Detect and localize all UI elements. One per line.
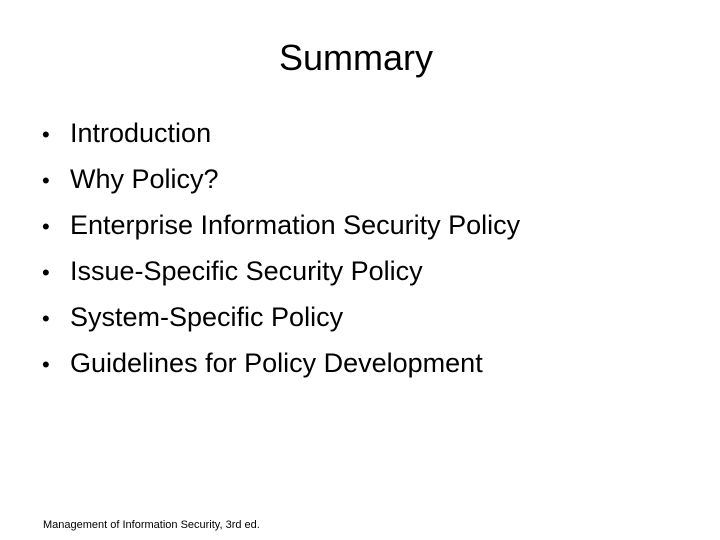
slide-title: Summary bbox=[278, 37, 434, 78]
bullet-item-introduction bbox=[42, 110, 520, 156]
bullet-label: System-Specific Policy bbox=[70, 302, 344, 332]
bullet-item-guidelines bbox=[42, 340, 520, 386]
bullet-label: Guidelines for Policy Development bbox=[70, 348, 483, 378]
bullet-icon: • bbox=[42, 168, 50, 193]
bullet-icon: • bbox=[42, 122, 50, 147]
bullet-label: Why Policy? bbox=[70, 164, 219, 194]
bullet-icon: • bbox=[42, 306, 50, 331]
bullet-item-enterprise-policy bbox=[42, 202, 520, 248]
bullet-label: Enterprise Information Security Policy bbox=[70, 210, 521, 240]
bullet-item-why-policy bbox=[42, 156, 520, 202]
bullet-icon: • bbox=[42, 260, 50, 285]
bullet-icon: • bbox=[42, 352, 50, 377]
bullet-label: Issue-Specific Security Policy bbox=[70, 256, 423, 286]
bullet-list bbox=[42, 110, 520, 386]
bullet-item-issue-specific-policy bbox=[42, 248, 520, 294]
bullet-icon: • bbox=[42, 214, 50, 239]
slide-footer: Management of Information Security, 3rd ed. bbox=[43, 519, 260, 531]
bullet-item-system-specific-policy bbox=[42, 294, 520, 340]
bullet-label: Introduction bbox=[70, 118, 212, 148]
